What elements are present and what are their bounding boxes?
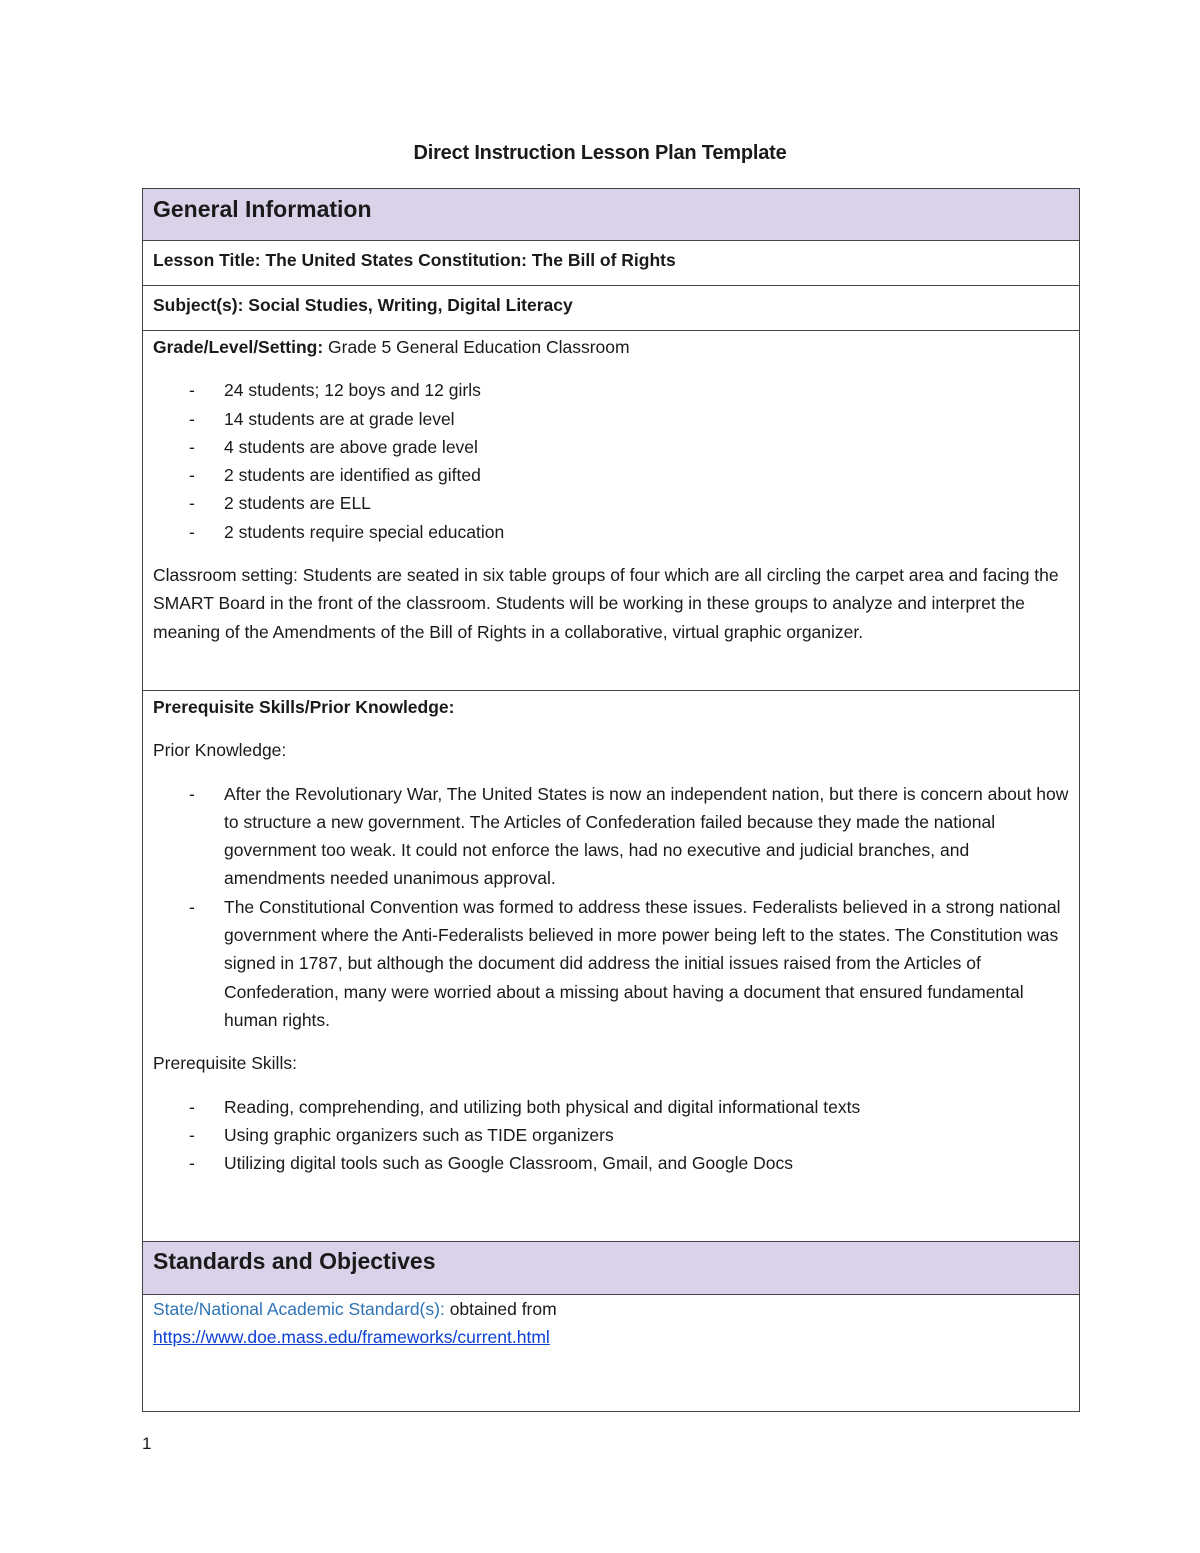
state-standard-suffix: obtained from bbox=[444, 1299, 557, 1319]
prerequisite-row bbox=[143, 691, 1080, 1242]
standards-link[interactable]: https://www.doe.mass.edu/frameworks/current.html bbox=[153, 1327, 550, 1348]
general-information-heading: General Information bbox=[143, 189, 1080, 241]
grade-label: Grade/Level/Setting: bbox=[153, 337, 324, 357]
document-title: Direct Instruction Lesson Plan Template bbox=[413, 142, 787, 164]
list-item: - Using graphic organizers such as TIDE organizers bbox=[153, 1121, 1069, 1149]
prior-knowledge-list bbox=[153, 780, 1069, 1035]
list-item: - 2 students are ELL bbox=[153, 489, 1069, 517]
list-item: - Utilizing digital tools such as Google Classroom, Gmail, and Google Docs bbox=[153, 1149, 1069, 1177]
list-item: - 4 students are above grade level bbox=[153, 433, 1069, 461]
subjects-row bbox=[143, 286, 1080, 331]
standards-heading: Standards and Objectives bbox=[143, 1242, 1080, 1295]
state-standards-cell bbox=[143, 1295, 1080, 1412]
list-item: - Reading, comprehending, and utilizing both physical and digital informational texts bbox=[153, 1093, 1069, 1121]
prerequisite-heading: Prerequisite Skills/Prior Knowledge: bbox=[153, 697, 455, 717]
prerequisite-skills-label: Prerequisite Skills: bbox=[153, 1053, 297, 1074]
grade-level-setting-row bbox=[143, 331, 1080, 691]
prior-knowledge-label: Prior Knowledge: bbox=[153, 740, 287, 761]
lesson-title: Lesson Title: The United States Constitution: The Bill of Rights bbox=[143, 241, 1080, 286]
standards-header-row bbox=[143, 1242, 1080, 1295]
classroom-setting: Classroom setting: Students are seated in six table groups of four which are all circling the carpet area and facing the SMART Board in the front of the classroom. Students will be working in these groups to analyze and interpret the meaning of the Amendments of the Bill of Rights in a collaborative, virtual graphic organizer. bbox=[153, 565, 1059, 642]
list-item: - The Constitutional Convention was formed to address these issues. Federalists believed in a strong national government where the Anti-Federalists believed in more power being left to the states. The Constitution was signed in 1787, but although the document did address the initial issues raised from the Articles of Confederation, many were worried about a missing about having a document that ensured fundamental human rights. bbox=[153, 893, 1069, 1034]
list-item: - 2 students are identified as gifted bbox=[153, 461, 1069, 489]
state-standards-row bbox=[143, 1295, 1080, 1412]
prerequisite-skills-list bbox=[153, 1093, 1069, 1178]
list-item: - 2 students require special education bbox=[153, 518, 1069, 546]
page-number: 1 bbox=[142, 1434, 152, 1453]
grade-level-setting-cell bbox=[143, 331, 1080, 691]
general-information-header-row bbox=[143, 189, 1080, 241]
state-standard-line bbox=[153, 1295, 1069, 1323]
list-item: - 24 students; 12 boys and 12 girls bbox=[153, 376, 1069, 404]
grade-value: Grade 5 General Education Classroom bbox=[323, 337, 630, 357]
list-item: - 14 students are at grade level bbox=[153, 405, 1069, 433]
grade-line bbox=[153, 333, 1069, 361]
prerequisite-cell bbox=[143, 691, 1080, 1242]
list-item: - After the Revolutionary War, The United States is now an independent nation, but there is concern about how to structure a new government. The Articles of Confederation failed because they made the national government too weak. It could not enforce the laws, had no executive and judicial branches, and amendments needed unanimous approval. bbox=[153, 780, 1069, 893]
subjects: Subject(s): Social Studies, Writing, Digital Literacy bbox=[143, 286, 1080, 331]
lesson-title-row bbox=[143, 241, 1080, 286]
lesson-plan-table bbox=[142, 188, 1080, 1412]
state-standard-label: State/National Academic Standard(s): bbox=[153, 1299, 445, 1319]
student-list bbox=[153, 376, 1069, 546]
